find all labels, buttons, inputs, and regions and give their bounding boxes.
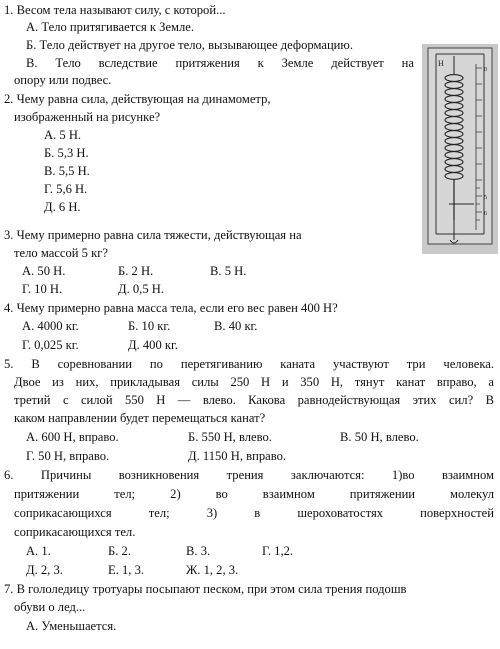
- q4-option-c: В. 40 кг.: [214, 319, 258, 333]
- q2-stem-line2: изображенный на рисунке?: [14, 110, 161, 124]
- q3-option-e: Д. 0,5 Н.: [118, 282, 165, 296]
- q3-option-d: Г. 10 Н.: [22, 282, 63, 296]
- q4-stem: 4. Чему примерно равна масса тела, если его вес равен 400 Н?: [4, 301, 338, 315]
- q5-stem-line3: третий с силой 550 Н — влево. Какова равнодействующая этих сил? В: [14, 393, 494, 407]
- q6-option-c: В. 3.: [186, 544, 211, 558]
- q2-option-e: Д. 6 Н.: [44, 200, 81, 214]
- scale-tick-0: 0: [484, 67, 487, 73]
- q2-option-c: В. 5,5 Н.: [44, 164, 90, 178]
- scale-tick-6: 6: [484, 211, 487, 217]
- scale-tick-5: 5: [484, 195, 487, 201]
- q1-stem: 1. Весом тела называют силу, с которой...: [4, 3, 226, 17]
- q2-stem-line1: 2. Чему равна сила, действующая на динамометр,: [4, 92, 271, 106]
- q7-stem-line1: 7. В гололедицу тротуары посыпают песком, при этом сила трения подошв: [4, 582, 407, 596]
- q6-stem-line3: соприкасающихся тел; 3) в шероховатостях поверхностей: [14, 506, 494, 520]
- q3-option-b: Б. 2 Н.: [118, 264, 154, 278]
- q3-stem-line2: тело массой 5 кг?: [14, 246, 108, 260]
- q7-option-a: А. Уменьшается.: [26, 619, 117, 633]
- q5-stem-line4: каком направлении будет перемещаться канат?: [14, 411, 266, 425]
- q5-option-b: Б. 550 Н, влево.: [188, 430, 272, 444]
- q6-option-g: Ж. 1, 2, 3.: [186, 563, 239, 577]
- q6-stem-line1: 6. Причины возникновения трения заключаются: 1)во взаимном: [4, 468, 494, 482]
- q3-option-c: В. 5 Н.: [210, 264, 247, 278]
- q4-option-a: А. 4000 кг.: [22, 319, 79, 333]
- q5-option-d: Г. 50 Н, вправо.: [26, 449, 110, 463]
- q6-option-f: Е. 1, 3.: [108, 563, 145, 577]
- q1-option-a: А. Тело притягивается к Земле.: [26, 20, 195, 34]
- q5-stem-line2: Двое из них, прикладывая силы 250 Н и 350 Н, тянут канат вправо, а: [14, 375, 494, 389]
- q1-option-b: Б. Тело действует на другое тело, вызывающее деформацию.: [26, 38, 353, 52]
- q4-option-e: Д. 400 кг.: [128, 338, 178, 352]
- q4-option-b: Б. 10 кг.: [128, 319, 171, 333]
- q2-option-b: Б. 5,3 Н.: [44, 146, 89, 160]
- q1-option-c: В. Тело вследствие притяжения к Земле действует на: [26, 56, 414, 70]
- dynamometer-figure: [422, 44, 498, 254]
- q3-stem-line1: 3. Чему примерно равна сила тяжести, действующая на: [4, 228, 302, 242]
- q3-option-a: А. 50 Н.: [22, 264, 66, 278]
- figure-label: Н: [438, 59, 444, 68]
- q6-option-b: Б. 2.: [108, 544, 131, 558]
- q6-option-e: Д. 2, 3.: [26, 563, 63, 577]
- q2-option-a: А. 5 Н.: [44, 128, 82, 142]
- q5-option-a: А. 600 Н, вправо.: [26, 430, 119, 444]
- dynamometer-image: [422, 44, 498, 254]
- q6-stem-line2: притяжении тел; 2) во взаимном притяжении молекул: [14, 487, 494, 501]
- q5-option-c: В. 50 Н, влево.: [340, 430, 419, 444]
- q6-option-d: Г. 1,2.: [262, 544, 294, 558]
- q6-option-a: А. 1.: [26, 544, 51, 558]
- q5-stem-line1: 5. В соревновании по перетягиванию каната участвуют три человека.: [4, 357, 494, 371]
- q2-option-d: Г. 5,6 Н.: [44, 182, 88, 196]
- q7-stem-line2: обуви о лед...: [14, 600, 86, 614]
- q1-option-c-cont: опору или подвес.: [14, 73, 112, 87]
- q5-option-e: Д. 1150 Н, вправо.: [188, 449, 287, 463]
- q6-stem-line4: соприкасающихся тел.: [14, 525, 136, 539]
- q4-option-d: Г. 0,025 кг.: [22, 338, 79, 352]
